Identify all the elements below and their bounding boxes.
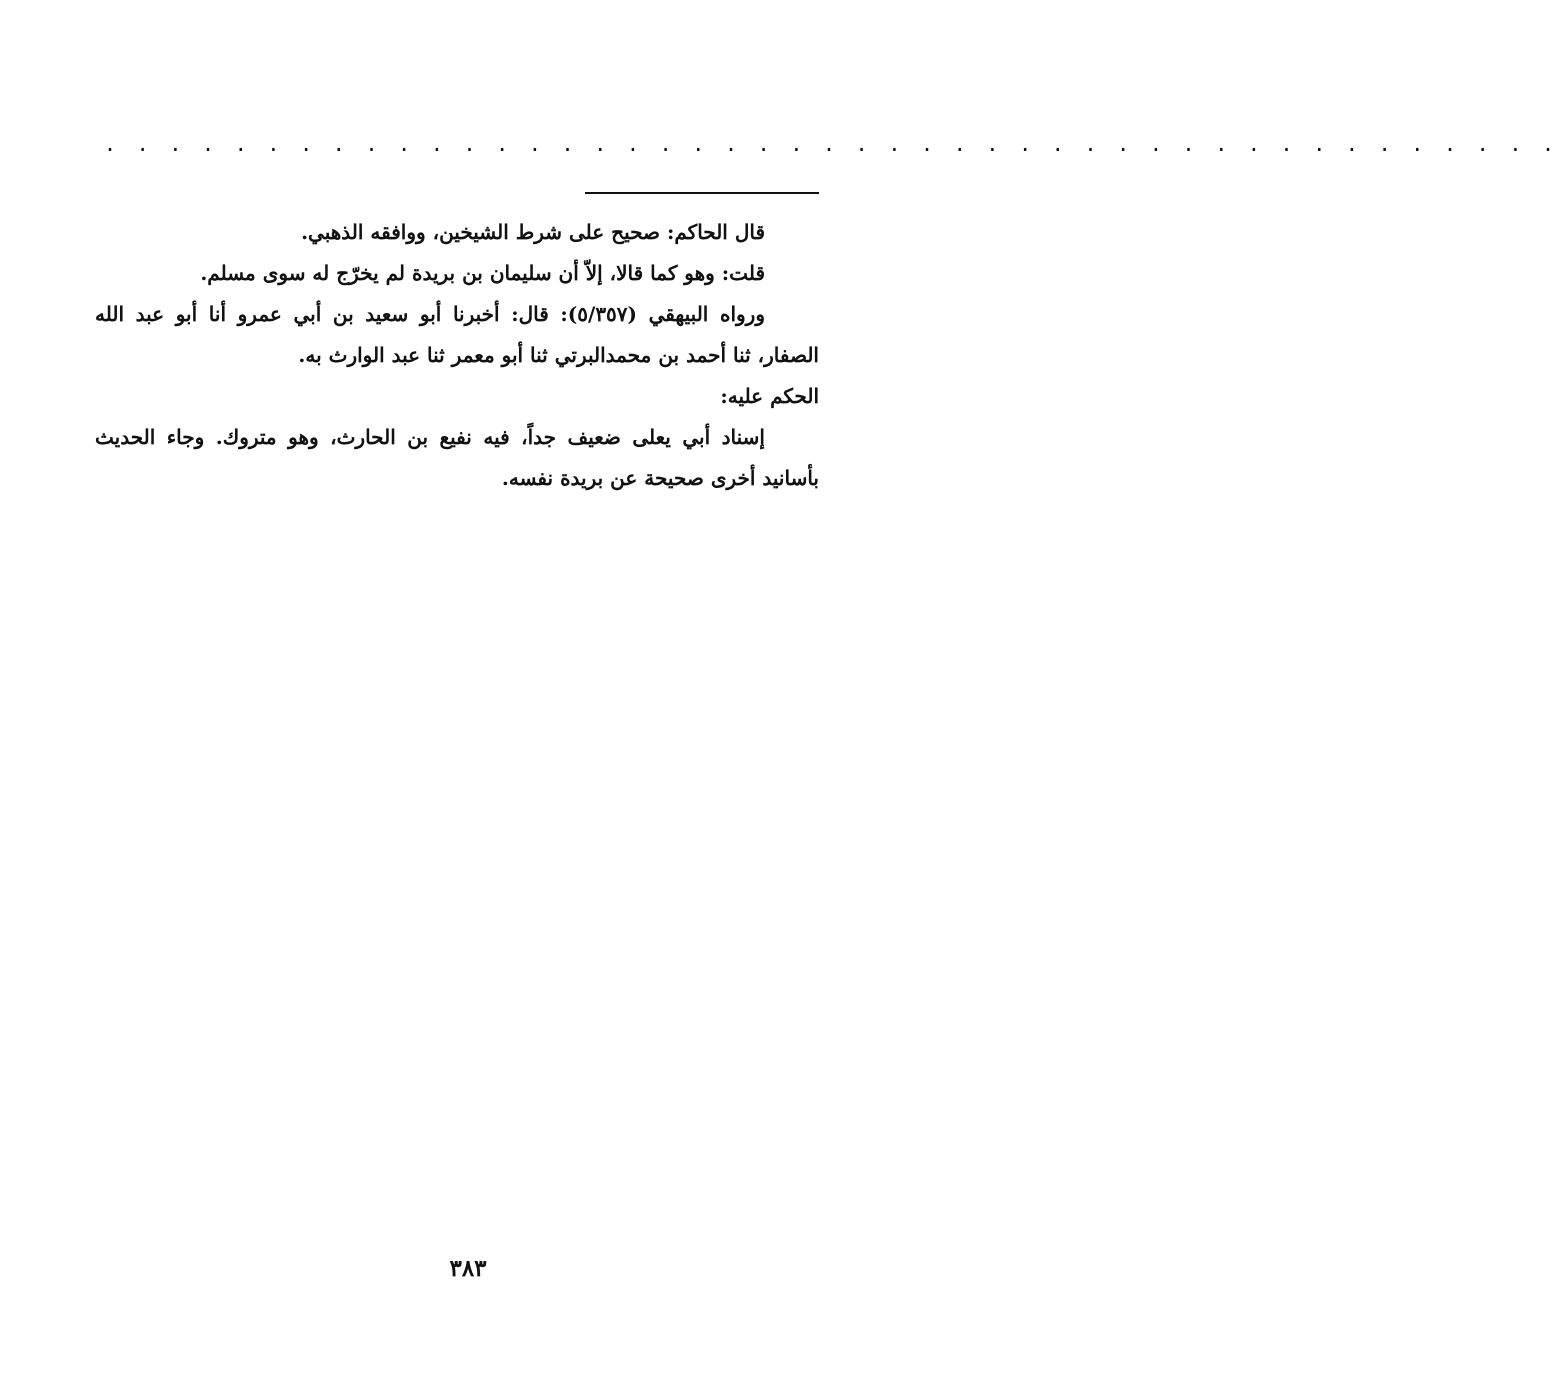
section-heading: الحكم عليه: [720,384,819,408]
page-number: ٣٨٣ [449,1255,487,1282]
paragraph-hakim: قال الحاكم: صحيح على شرط الشيخين، ووافقه الذهبي. [301,220,765,244]
footnote-rule [585,192,819,194]
paragraph-bayhaqi: ورواه البيهقي (٥/٣٥٧): قال: أخبرنا أبو سعيد بن أبي عمرو أنا أبو عبد الله الصفار، ثنا أحمد بن محمدالبرتي ثنا أبو معمر ثنا عبد الوارث به. [95,302,819,367]
paragraph-ruling: إسناد أبي يعلى ضعيف جداً، فيه نفيع بن الحارث، وهو متروك. وجاء الحديث بأسانيد أخرى صحيحة عن بريدة نفسه. [95,425,819,490]
main-text [95,212,819,499]
paragraph-qultu: قلت: وهو كما قالا، إلاّ أن سليمان بن بريدة لم يخرّج له سوى مسلم. [200,261,765,285]
separator-dots: . . . . . . . . . . . . . . . . . . . . . . . . . . . . . . . . . . . . . . . . . . . . . [104,132,1558,156]
